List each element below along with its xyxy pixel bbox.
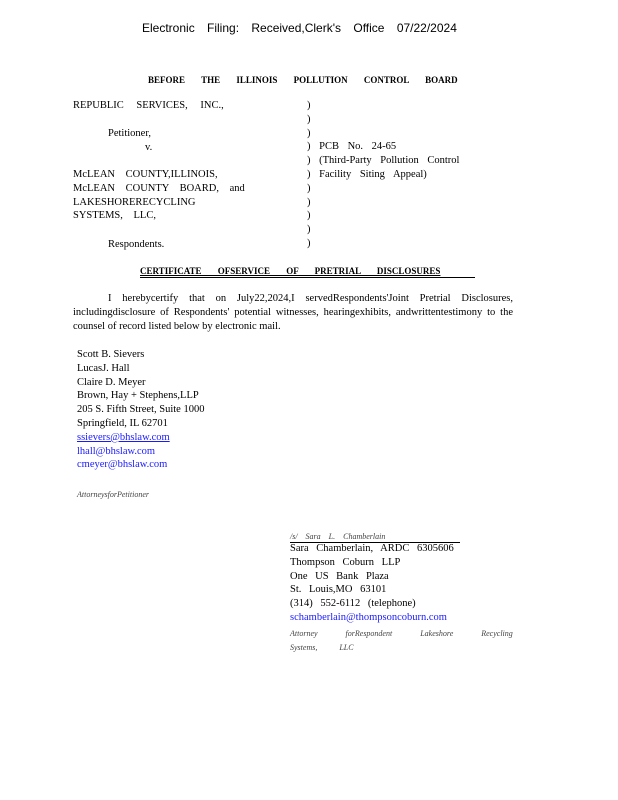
respondent-role-2: Systems, LLC [290, 643, 354, 652]
paren-line: ) Facility Siting Appeal) [307, 168, 427, 180]
signature-detail: Thompson Coburn LLP [290, 556, 401, 568]
caption-paren-column [307, 99, 459, 251]
service-line: Springfield, IL 62701 [77, 417, 168, 429]
paren-line: ) [307, 224, 311, 236]
certificate-title: CERTIFICATE OFSERVICE OF PRETRIAL DISCLOSURES [140, 266, 441, 276]
petitioner-label: Petitioner, [108, 128, 152, 139]
certificate-underline [140, 277, 475, 278]
paren-line: ) (Third-Party Pollution Control [307, 155, 460, 167]
paren-line: ) [307, 182, 311, 194]
signature-line: /s/ Sara L. Chamberlain [290, 532, 386, 541]
signature-detail: St. Louis,MO 63101 [290, 584, 387, 596]
respondent-line: LAKESHORERECYCLING [73, 196, 196, 208]
respondent-line: McLEAN COUNTY,ILLINOIS, [73, 169, 218, 180]
email-link[interactable]: lhall@bhslaw.com [77, 445, 156, 457]
service-line: Brown, Hay + Stephens,LLP [77, 390, 199, 402]
respondents-label: Respondents. [108, 239, 165, 250]
paren-line: ) [307, 113, 311, 125]
email-link[interactable]: cmeyer@bhslaw.com [77, 459, 168, 471]
paren-line: ) [307, 237, 311, 249]
email-link[interactable]: ssievers@bhslaw.com [77, 431, 170, 443]
service-line: LucasJ. Hall [77, 362, 130, 374]
signature-block [290, 543, 454, 626]
respondent-role: Attorney forRespondent Lakeshore Recycling [290, 629, 513, 638]
paren-line: ) [307, 196, 311, 208]
signature-detail: (314) 552-6112 (telephone) [290, 598, 416, 610]
respondent-line: McLEAN COUNTY BOARD, and [73, 182, 245, 194]
service-list [77, 349, 204, 473]
petitioner-role: AttorneysforPetitioner [77, 490, 149, 499]
board-title: BEFORE THE ILLINOIS POLLUTION CONTROL BOARD [148, 75, 458, 85]
signature-detail: One US Bank Plaza [290, 570, 389, 582]
paren-line: ) [307, 127, 311, 139]
petitioner-name: REPUBLIC SERVICES, INC., [73, 100, 224, 111]
service-line: 205 S. Fifth Street, Suite 1000 [77, 404, 205, 416]
respondent-names [73, 169, 245, 224]
filing-header: Electronic Filing: Received,Clerk's Office 07/22/2024 [142, 21, 457, 35]
signature-detail: Sara Chamberlain, ARDC 6305606 [290, 543, 454, 554]
paren-line: ) PCB No. 24-65 [307, 141, 397, 153]
body-paragraph [73, 292, 513, 334]
respondent-line: SYSTEMS, LLC, [73, 210, 156, 222]
body-text: I herebycertify that on July22,2024,I servedRespondents'Joint Pretrial Disclosures, includingdisclosure of Respondents' potential witnesses, hearingexhibits, andwrittentestimony to the counsel of record listed below by electronic mail. [73, 293, 513, 332]
service-line: Scott B. Sievers [77, 349, 145, 360]
paren-line: ) [307, 210, 311, 222]
service-line: Claire D. Meyer [77, 376, 146, 388]
signature-email-link[interactable]: schamberlain@thompsoncoburn.com [290, 611, 447, 623]
versus-label: v. [145, 142, 153, 153]
paren-line: ) [307, 100, 311, 111]
